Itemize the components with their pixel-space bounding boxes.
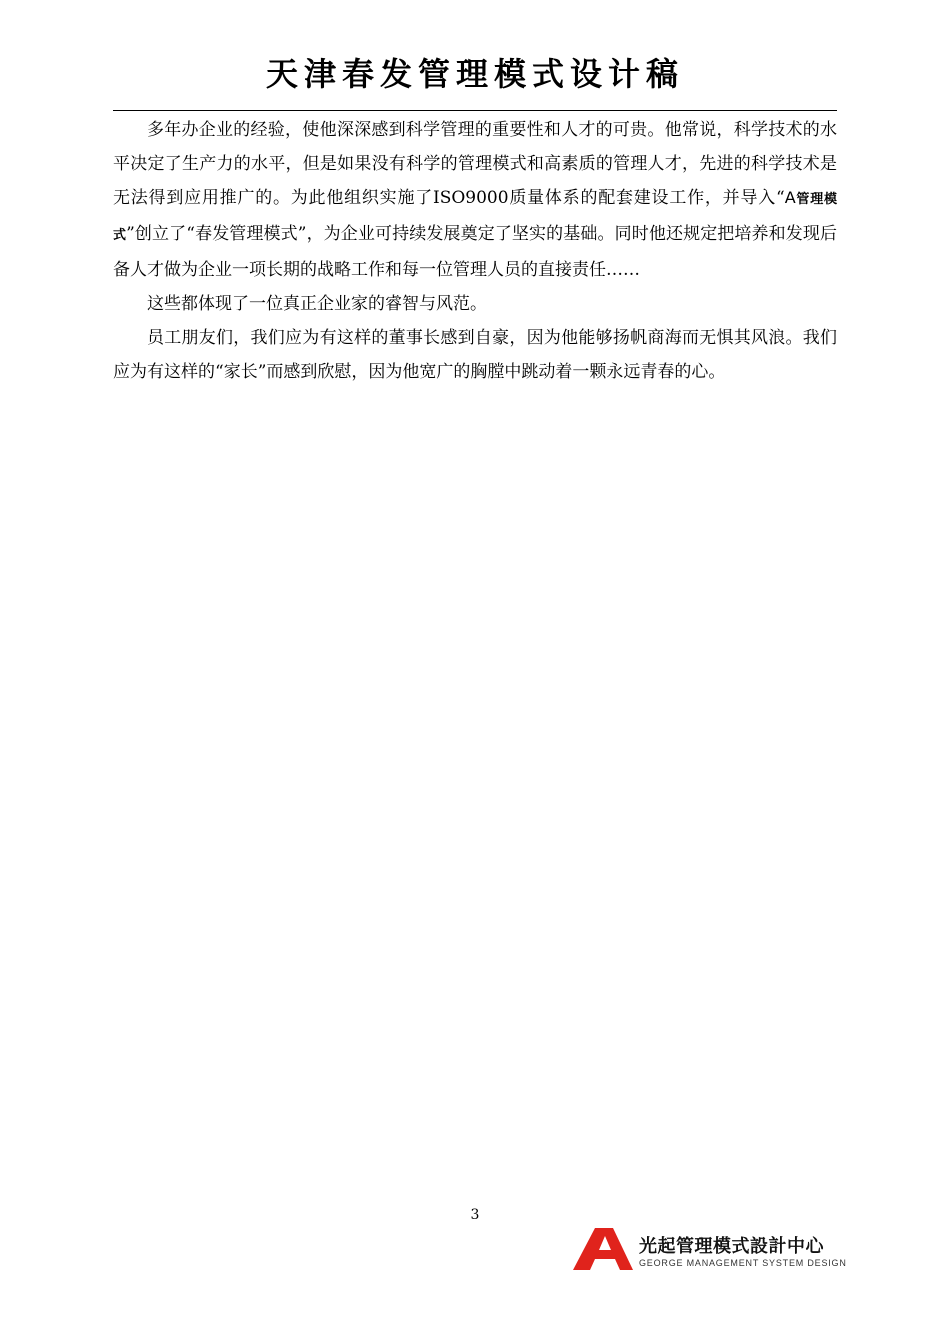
paragraph-employees: 员工朋友们，我们应为有这样的董事长感到自豪，因为他能够扬帆商海而无惧其风浪。我们应为有这样的“家长”而感到欣慰，因为他宽广的胸膛中跳动着一颗永远青春的心。: [113, 328, 837, 382]
logo-a-mark-icon: [573, 1228, 635, 1270]
logo-name: 光起管理模式設計中心: [639, 1236, 824, 1257]
logo-a-shape: [573, 1228, 633, 1270]
paragraph-text-part2: ”创立了“春发管理模式”，为企业可持续发展奠定了坚实的基础。同时他还规定把培养和发现后备人才做为企业一项长期的战略工作和每一位管理人员的直接责任……: [113, 224, 837, 280]
paragraph-management: [113, 113, 837, 287]
page-title: 天津春发管理模式设计稿: [265, 55, 684, 93]
inline-brand-letter: A: [784, 188, 796, 207]
header-divider: [113, 110, 837, 111]
footer-logo: [573, 1228, 847, 1274]
logo-subtitle: GEORGE MANAGEMENT SYSTEM DESIGN: [639, 1258, 847, 1268]
page-number: 3: [470, 1207, 480, 1223]
paragraph-entrepreneur: 这些都体现了一位真正企业家的睿智与风范。: [147, 294, 487, 314]
inline-brand-text: 管理模式: [113, 192, 837, 243]
body-text: [113, 113, 837, 389]
paragraph-text-part1: 多年办企业的经验，使他深深感到科学管理的重要性和人才的可贵。他常说，科学技术的水平决定了生产力的水平，但是如果没有科学的管理模式和高素质的管理人才，先进的科学技术是无法得到应用推广的。为此他组织实施了ISO9000质量体系的配套建设工作，并导入“: [113, 120, 837, 208]
